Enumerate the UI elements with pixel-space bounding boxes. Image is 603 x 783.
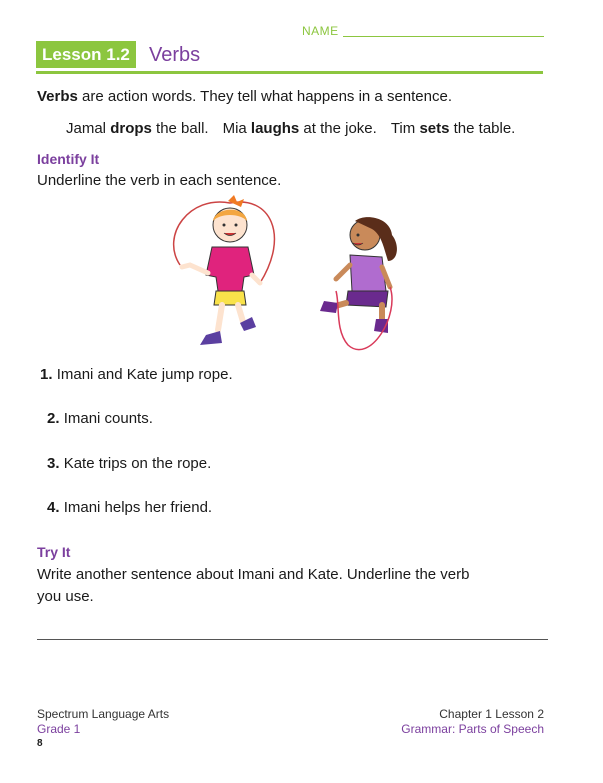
item-sentence[interactable]: Imani and Kate jump rope.	[56, 366, 233, 383]
example-text: at the joke.	[299, 120, 377, 137]
lesson-tag: Lesson 1.2	[36, 41, 136, 68]
try-it-instruction-line-2: you use.	[37, 588, 94, 605]
identify-heading: Identify It	[37, 151, 100, 167]
try-it-heading: Try It	[37, 544, 71, 560]
example-verb: drops	[110, 120, 152, 137]
list-item-4	[47, 498, 212, 518]
example-verb: laughs	[250, 120, 300, 137]
girl-2-shirt	[350, 255, 386, 291]
item-sentence[interactable]: Imani counts.	[63, 410, 153, 427]
list-item-1	[40, 365, 233, 385]
lesson-title: Verbs	[149, 44, 201, 66]
example-text: Mia	[222, 120, 251, 137]
try-it-instruction-line-1: Write another sentence about Imani and Kate. Underline the verb	[37, 566, 470, 583]
example-text: Jamal	[66, 120, 111, 137]
example-row	[66, 119, 515, 139]
list-item-3	[47, 454, 211, 474]
girl-1-shoe	[200, 331, 222, 345]
page-number: 8	[37, 738, 43, 749]
example-text: Tim	[390, 120, 420, 137]
girl-1-shirt	[206, 247, 254, 291]
answer-write-line[interactable]	[37, 639, 548, 640]
intro-text	[37, 87, 452, 107]
list-item-2	[47, 409, 153, 429]
intro-rest: are action words. They tell what happens in a sentence.	[77, 88, 452, 105]
item-number: 4.	[47, 499, 60, 516]
footer-topic: Grammar: Parts of Speech	[401, 722, 544, 736]
example-verb: sets	[419, 120, 450, 137]
girl-2-shoe	[320, 301, 338, 313]
footer-grade: Grade 1	[37, 722, 81, 736]
footer-chapter: Chapter 1 Lesson 2	[439, 707, 544, 721]
identify-instruction: Underline the verb in each sentence.	[37, 172, 282, 189]
example-2	[223, 120, 377, 137]
item-number: 2.	[47, 410, 60, 427]
item-number: 1.	[40, 366, 53, 383]
example-3	[391, 120, 516, 137]
item-number: 3.	[47, 455, 60, 472]
name-write-line[interactable]	[343, 36, 544, 37]
example-1	[66, 120, 209, 137]
intro-term: Verbs	[37, 88, 78, 105]
hair-bow	[228, 195, 244, 207]
example-text: the table.	[449, 120, 516, 137]
name-label: NAME	[302, 24, 339, 38]
header-divider	[36, 71, 543, 74]
girl-1-skirt	[214, 291, 246, 305]
item-sentence[interactable]: Imani helps her friend.	[63, 499, 213, 516]
jump-rope-girls-illustration	[160, 195, 420, 360]
item-sentence[interactable]: Kate trips on the rope.	[63, 455, 212, 472]
example-text: the ball.	[151, 120, 209, 137]
footer-book-title: Spectrum Language Arts	[37, 707, 170, 721]
